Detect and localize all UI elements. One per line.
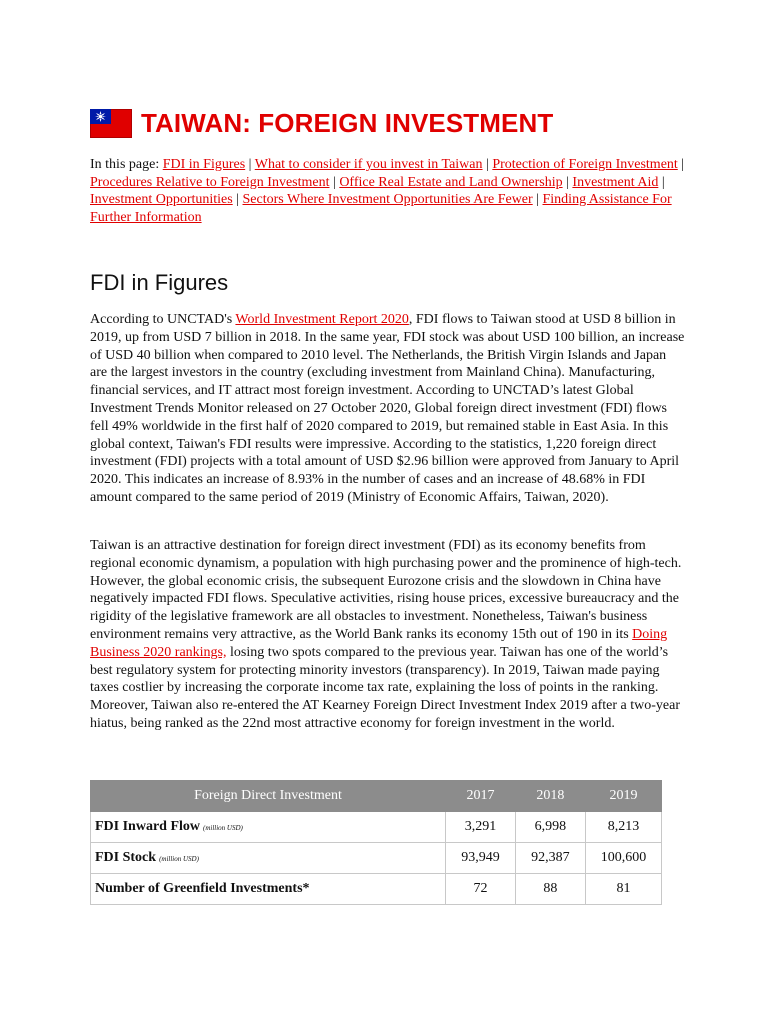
column-header: 2018 bbox=[515, 781, 585, 812]
table-cell: 72 bbox=[445, 874, 515, 905]
toc-separator: | bbox=[486, 157, 489, 172]
row-label-cell bbox=[91, 874, 446, 905]
table-cell: 6,998 bbox=[515, 812, 585, 843]
toc-separator: | bbox=[236, 192, 240, 207]
column-header: 2017 bbox=[445, 781, 515, 812]
table-cell: 93,949 bbox=[445, 843, 515, 874]
table-cell: 92,387 bbox=[515, 843, 585, 874]
table-cell: 100,600 bbox=[585, 843, 661, 874]
doing-business-link[interactable]: Doing Business 2020 rankings, bbox=[90, 626, 668, 660]
toc-intro: In this page: bbox=[90, 157, 160, 172]
title-row bbox=[90, 108, 553, 139]
toc-link-what-to-consider[interactable]: What to consider if you invest in Taiwan bbox=[254, 157, 483, 172]
toc-separator: | bbox=[661, 174, 665, 190]
page-title: TAIWAN: FOREIGN INVESTMENT bbox=[141, 108, 554, 138]
taiwan-flag-icon bbox=[90, 109, 132, 138]
toc-link-procedures[interactable]: Procedures Relative to Foreign Investment bbox=[90, 174, 330, 190]
table-row bbox=[91, 843, 662, 874]
toc-separator: | bbox=[566, 174, 569, 190]
row-label-cell bbox=[91, 812, 446, 843]
flag-sun-icon bbox=[95, 111, 106, 122]
paragraph-attractiveness bbox=[90, 537, 686, 733]
row-label: FDI Stock bbox=[95, 850, 157, 865]
toc-separator: | bbox=[333, 174, 336, 190]
toc-link-opportunities[interactable]: Investment Opportunities bbox=[90, 192, 233, 207]
paragraph-text: According to UNCTAD's bbox=[90, 312, 236, 327]
row-label: Number of Greenfield Investments* bbox=[95, 881, 310, 896]
row-unit: (million USD) bbox=[203, 824, 243, 832]
toc-link-real-estate[interactable]: Office Real Estate and Land Ownership bbox=[339, 174, 563, 190]
paragraph-text: , FDI flows to Taiwan stood at USD 8 billion in 2019, up from USD 7 billion in 2018. In the same year, FDI stock was about USD 100 billion, an increase of USD 40 billion when compared to 2010 level. The Netherlands, the British Virgin Islands and Japan are the largest investors in the country (excluding investment from Mainland China). Manufacturing, financial services, and IT attract most foreign investment. According to UNCTAD’s latest Global Investment Trends Monitor released on 27 October 2020, Global foreign direct investment (FDI) flows fell 49% worldwide in the first half of 2020 compared to 2019, but remained stable in East Asia. In this global context, Taiwan's FDI results were impressive. According to the statistics, 1,220 foreign direct investment (FDI) projects with a total amount of USD $2.96 billion were approved from January to April 2020. This indicates an increase of 8.93% in the number of cases and an increase of 48.68% in FDI amount compared to the same period of 2019 (Ministry of Economic Affairs, Taiwan, 2020). bbox=[90, 312, 685, 505]
toc-link-investment-aid[interactable]: Investment Aid bbox=[572, 174, 659, 190]
paragraph-text: Taiwan is an attractive destination for foreign direct investment (FDI) as its economy benefits from regional economic dynamism, a population with high purchasing power and the prominence of high-tech. However, the global economic crisis, the subsequent Eurozone crisis and the slowdown in China have negatively impacted FDI flows. Speculative activities, rising house prices, excessive bureaucracy and the rigidity of the legislative framework are all obstacles to investment. Nonetheless, Taiwan's business environment remains very attractive, as the World Bank ranks its economy 15th out of 190 in its bbox=[90, 538, 682, 642]
paragraph-fdi-figures bbox=[90, 311, 686, 507]
table-cell: 3,291 bbox=[445, 812, 515, 843]
table-header-row bbox=[91, 781, 662, 812]
row-label: FDI Inward Flow bbox=[95, 819, 201, 834]
toc-separator: | bbox=[681, 157, 685, 172]
toc-separator: | bbox=[248, 157, 252, 172]
row-label-cell bbox=[91, 843, 446, 874]
toc-link-assistance[interactable]: Finding Assistance For Further Information bbox=[90, 192, 672, 225]
section-heading: FDI in Figures bbox=[90, 270, 229, 295]
row-unit: (million USD) bbox=[159, 855, 199, 863]
table-row bbox=[91, 874, 662, 905]
toc-link-fdi-in-figures[interactable]: FDI in Figures bbox=[162, 157, 246, 172]
page-toc bbox=[90, 156, 690, 226]
toc-separator: | bbox=[536, 192, 539, 207]
toc-link-sectors-fewer[interactable]: Sectors Where Investment Opportunities Are Fewer bbox=[242, 192, 533, 207]
column-header: 2019 bbox=[585, 781, 661, 812]
world-investment-report-link[interactable]: World Investment Report 2020 bbox=[235, 312, 409, 327]
table-cell: 88 bbox=[515, 874, 585, 905]
table-cell: 81 bbox=[585, 874, 661, 905]
fdi-table bbox=[90, 780, 662, 905]
table-row bbox=[91, 812, 662, 843]
column-header: Foreign Direct Investment bbox=[91, 781, 446, 812]
table-cell: 8,213 bbox=[585, 812, 661, 843]
paragraph-text: losing two spots compared to the previous year. Taiwan has one of the world’s best regulatory system for protecting minority investors (transparency). In 2019, Taiwan made paying taxes costlier by increasing the corporate income tax rate, explaining the loss of points in the ranking. Moreover, Taiwan also re-entered the AT Kearney Foreign Direct Investment Index 2019 after a two-year hiatus, being ranked as the 22nd most attractive economy for foreign investment in the world. bbox=[90, 644, 680, 731]
toc-link-protection[interactable]: Protection of Foreign Investment bbox=[492, 157, 678, 172]
